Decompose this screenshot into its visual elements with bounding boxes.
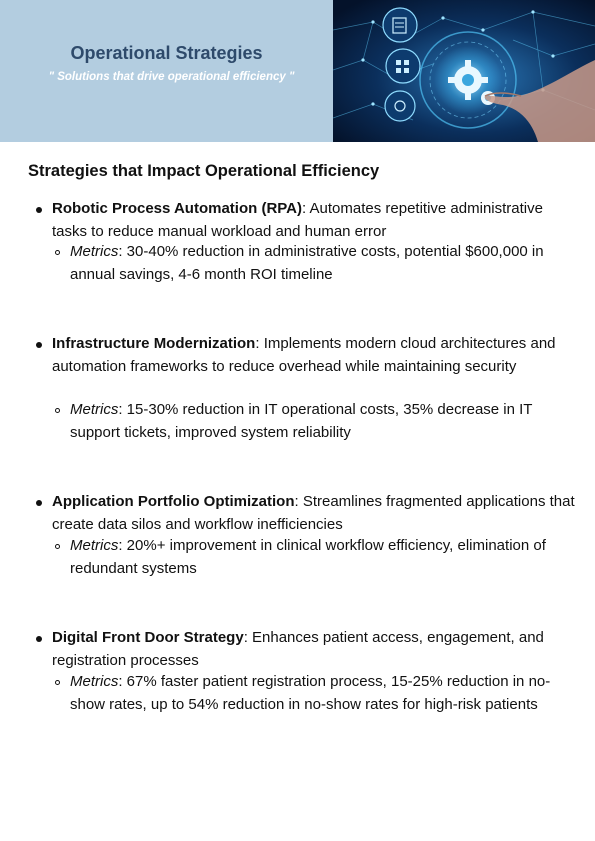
metrics-label: Metrics	[70, 673, 119, 690]
metrics-text: : 30-40% reduction in administrative costs, potential $600,000 in annual savings, 4-6 month ROI timeline	[70, 243, 544, 283]
strategy-name: Infrastructure Modernization	[52, 335, 256, 352]
strategy-metrics	[70, 399, 575, 444]
strategy-name: Application Portfolio Optimization	[52, 493, 295, 510]
page-subtitle: " Solutions that drive operational efficiency "	[48, 71, 295, 83]
strategy-description: : Streamlines fragmented applications that create data silos and workflow inefficiencies	[52, 493, 575, 533]
bullet	[36, 500, 42, 506]
bullet	[36, 342, 42, 348]
grid-icon	[386, 49, 420, 83]
sub-bullet	[55, 680, 60, 685]
metrics-label: Metrics	[70, 401, 119, 418]
strategy-name: Robotic Process Automation (RPA)	[52, 200, 303, 217]
strategy-metrics	[70, 535, 575, 580]
page-title: Operational Strategies	[70, 43, 263, 63]
strategy-description: : Enhances patient access, engagement, and registration processes	[52, 629, 544, 669]
strategy-metrics	[70, 241, 575, 286]
sub-bullet	[55, 250, 60, 255]
section-heading: Strategies that Impact Operational Efficiency	[28, 162, 380, 180]
header-band	[0, 0, 333, 142]
metrics-label: Metrics	[70, 537, 119, 554]
technology-hand-image	[333, 0, 595, 142]
technology-illustration	[333, 0, 595, 142]
metrics-text: : 15-30% reduction in IT operational costs, 35% decrease in IT support tickets, improved system reliability	[70, 401, 533, 441]
metrics-text: : 20%+ improvement in clinical workflow efficiency, elimination of redundant systems	[70, 537, 546, 577]
document-icon	[383, 8, 417, 42]
strategy-text	[52, 627, 577, 672]
strategy-description: : Automates repetitive administrative tasks to reduce manual workload and human error	[52, 200, 543, 240]
strategy-text	[52, 198, 577, 243]
sub-bullet	[55, 408, 60, 413]
bullet	[36, 207, 42, 213]
strategy-text	[52, 333, 577, 378]
strategy-metrics	[70, 671, 575, 716]
bullet	[36, 636, 42, 642]
metrics-label: Metrics	[70, 243, 119, 260]
strategy-description: : Implements modern cloud architectures and automation frameworks to reduce overhead while maintaining security	[52, 335, 556, 375]
strategy-name: Digital Front Door Strategy	[52, 629, 244, 646]
strategy-text	[52, 491, 577, 536]
sub-bullet	[55, 544, 60, 549]
metrics-text: : 67% faster patient registration process, 15-25% reduction in no-show rates, up to 54% reduction in no-show rates for high-risk patients	[70, 673, 551, 713]
network-hand-icon	[385, 91, 415, 121]
header-banner	[0, 0, 595, 142]
